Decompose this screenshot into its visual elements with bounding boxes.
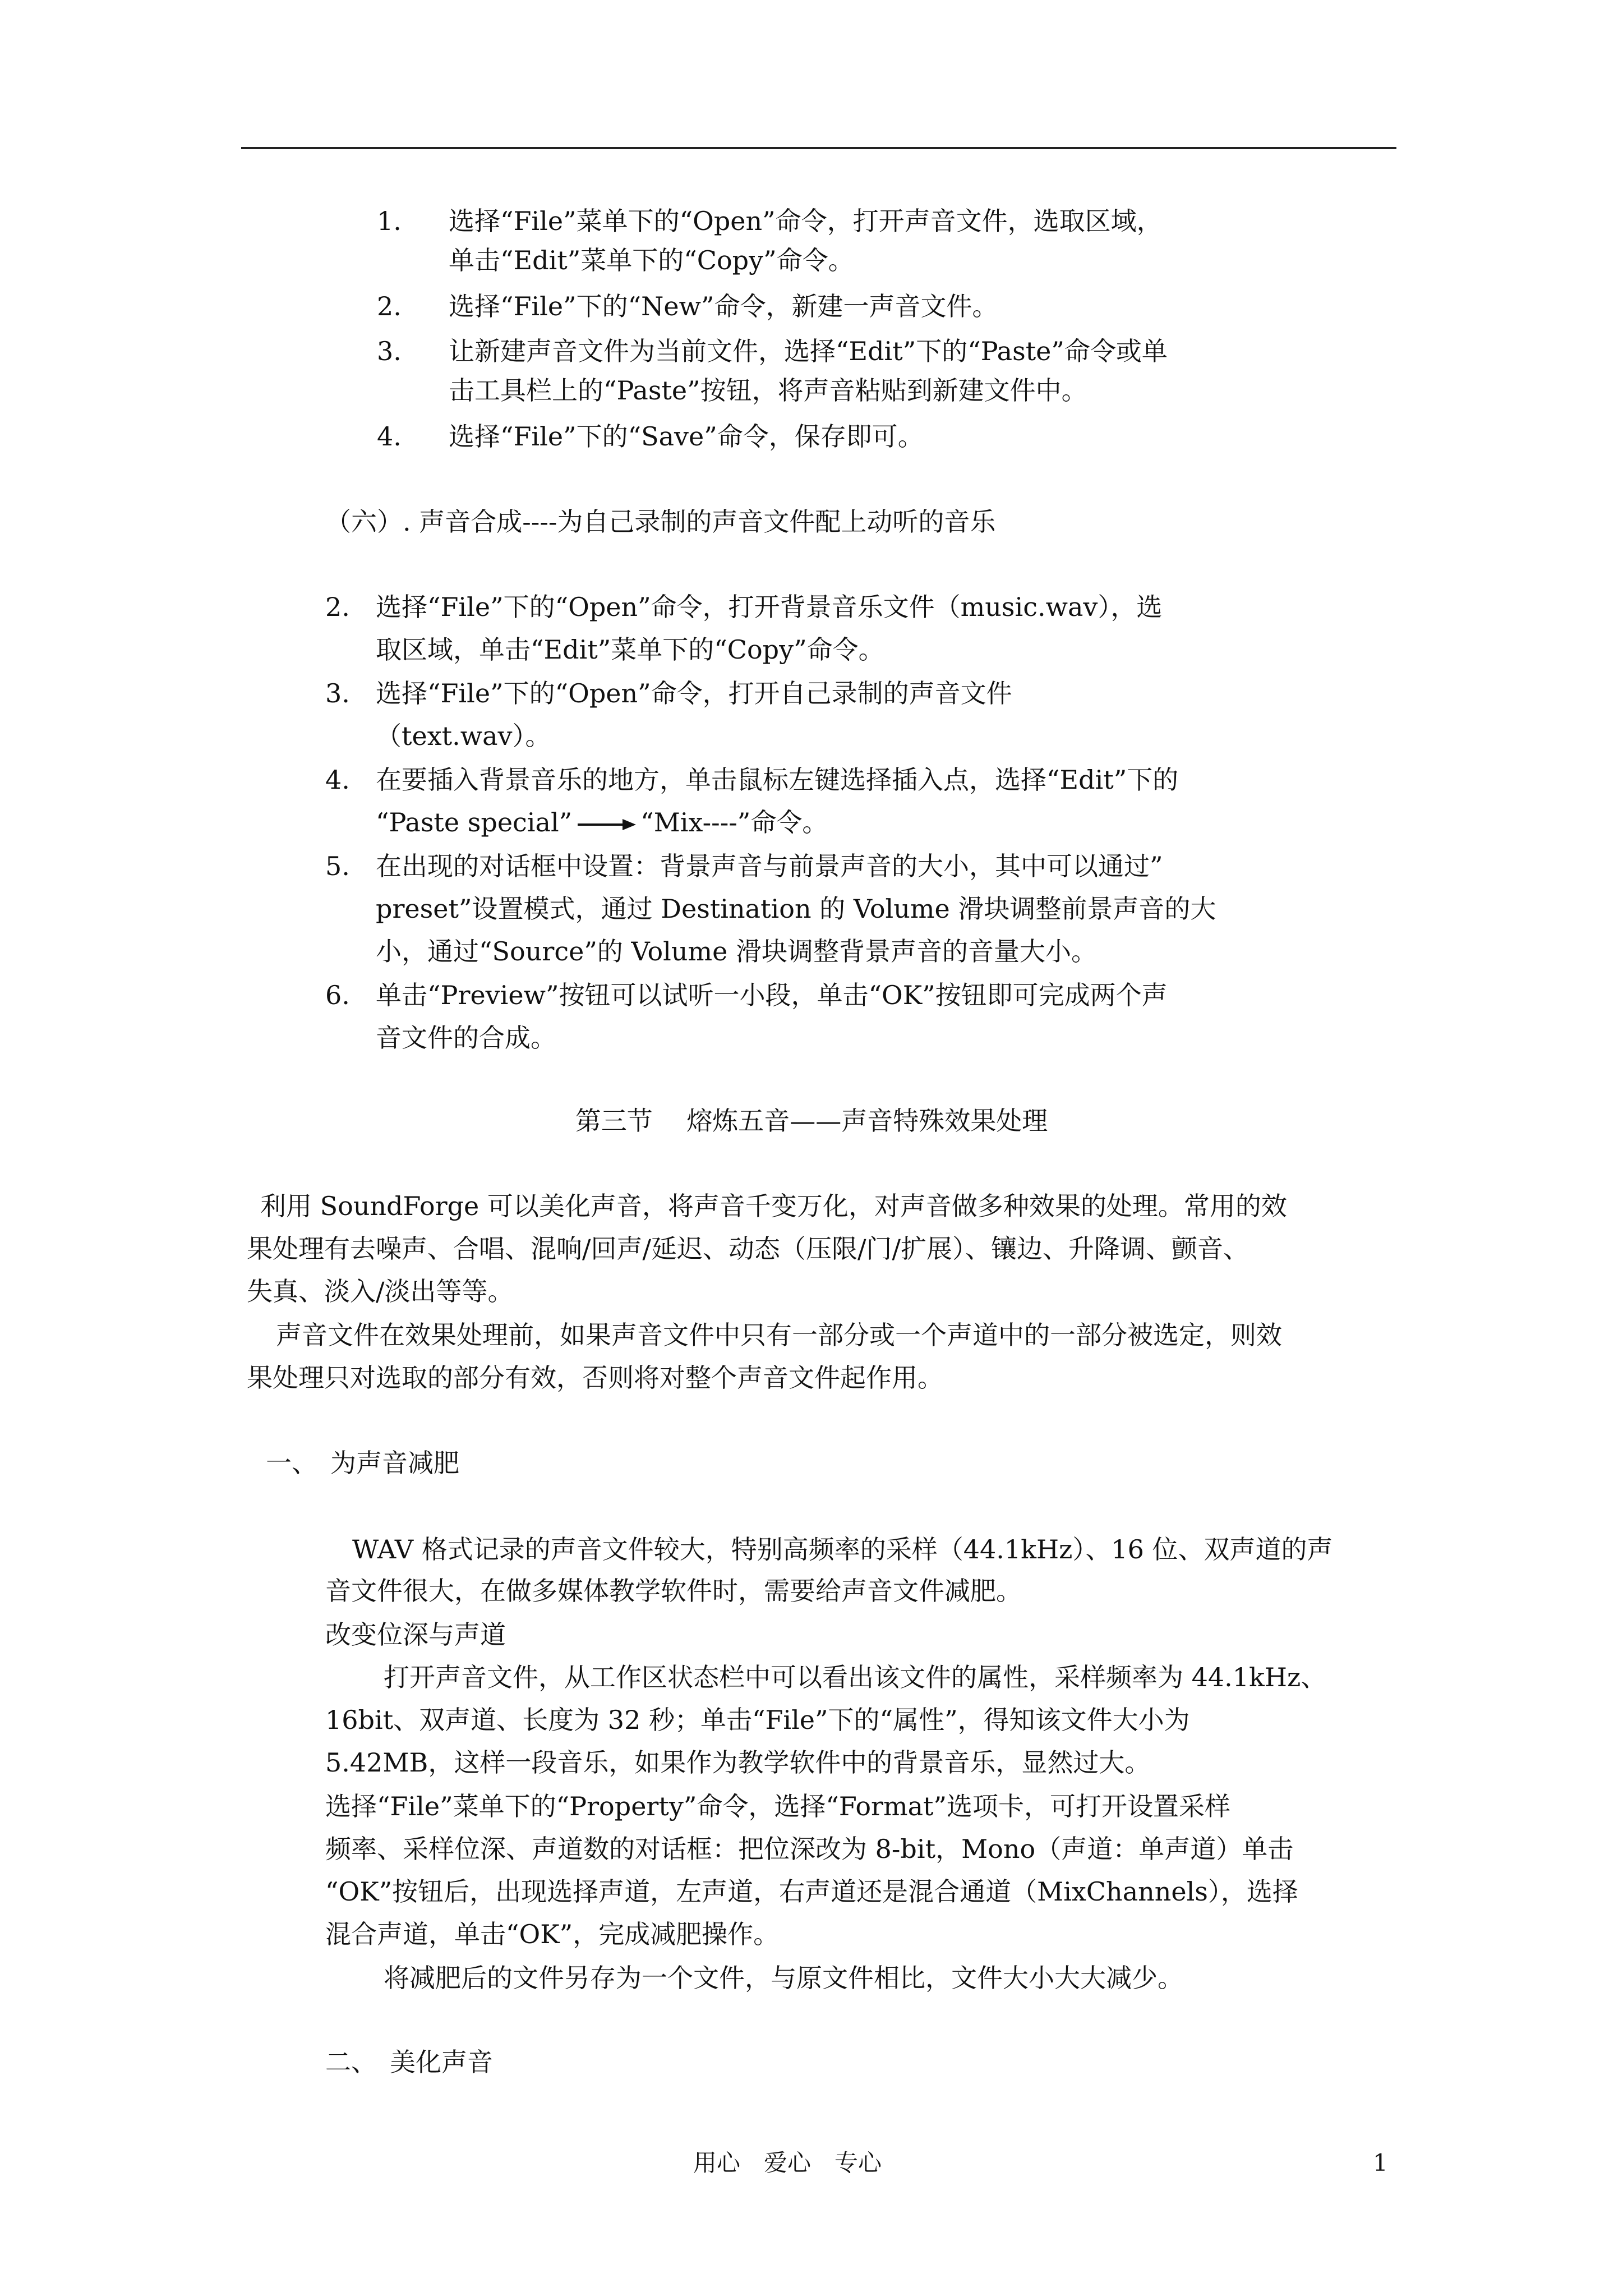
list-a-num-1: 1.: [377, 206, 402, 236]
list-a-num-2: 2.: [377, 291, 402, 321]
list-b-item-2-line-1: 选择“File”下的“Open”命令，打开背景音乐文件（music.wav），选: [376, 592, 1163, 622]
list-a-item-1-line-1: 选择“File”菜单下的“Open”命令，打开声音文件，选取区域，: [449, 206, 1163, 236]
section-6-heading: （六）. 声音合成----为自己录制的声音文件配上动听的音乐: [325, 507, 996, 537]
header-rule: [241, 147, 1396, 149]
list-a-item-2-line-1: 选择“File”下的“New”命令，新建一声音文件。: [449, 291, 998, 321]
list-b-num-5: 5.: [325, 851, 350, 881]
list-b-item-5-line-3: 小，通过“Source”的 Volume 滑块调整背景声音的音量大小。: [376, 936, 1097, 967]
body-2-line-1: 打开声音文件，从工作区状态栏中可以看出该文件的属性，采样频率为 44.1kHz、: [384, 1662, 1327, 1692]
body-3-line-2: 频率、采样位深、声道数的对话框：把位深改为 8-bit，Mono（声道：单声道）单击: [325, 1834, 1294, 1864]
list-b-num-4: 4.: [325, 765, 350, 795]
body-3-line-3: “OK”按钮后，出现选择声道，左声道，右声道还是混合通道（MixChannels），选择: [325, 1876, 1298, 1907]
list-a-item-3-line-1: 让新建声音文件为当前文件，选择“Edit”下的“Paste”命令或单: [449, 336, 1168, 366]
list-a-item-4-line-1: 选择“File”下的“Save”命令，保存即可。: [449, 421, 924, 452]
subheading-bit-depth: 改变位深与声道: [325, 1619, 506, 1650]
list-b-item-3-line-2: （text.wav）。: [376, 721, 551, 751]
list-b-num-6: 6.: [325, 980, 350, 1010]
list-a-item-3-line-2: 击工具栏上的“Paste”按钮，将声音粘贴到新建文件中。: [449, 375, 1087, 406]
list-b-num-3: 3.: [325, 678, 350, 708]
list-b-item-6-line-2: 音文件的合成。: [376, 1023, 556, 1053]
body-3-line-4: 混合声道，单击“OK”，完成减肥操作。: [325, 1919, 780, 1949]
intro-p1-line-1: 利用 SoundForge 可以美化声音，将声音千变万化，对声音做多种效果的处理。常用的效: [260, 1191, 1287, 1221]
body-2-line-3: 5.42MB，这样一段音乐，如果作为教学软件中的背景音乐，显然过大。: [325, 1747, 1151, 1778]
intro-p2-line-2: 果处理只对选取的部分有效，否则将对整个声音文件起作用。: [247, 1363, 943, 1393]
list-b-num-2: 2.: [325, 592, 350, 622]
body-4: 将减肥后的文件另存为一个文件，与原文件相比，文件大小大大减少。: [384, 1963, 1183, 1993]
heading-2: 二、 美化声音: [325, 2047, 493, 2077]
section-title: 第三节 熔炼五音——声音特殊效果处理: [575, 1106, 1048, 1136]
right-arrow-icon: [575, 818, 637, 831]
body-2-line-2: 16bit、双声道、长度为 32 秒；单击“File”下的“属性”，得知该文件大小为: [325, 1705, 1190, 1735]
intro-p1-line-3: 失真、淡入/淡出等等。: [247, 1276, 514, 1306]
list-b-item-5-line-2: preset”设置模式，通过 Destination 的 Volume 滑块调整前景声音的大: [376, 894, 1216, 924]
intro-p1-line-2: 果处理有去噪声、合唱、混响/回声/延迟、动态（压限/门/扩展）、镶边、升降调、颤音、: [247, 1234, 1249, 1264]
list-b-item-3-line-1: 选择“File”下的“Open”命令，打开自己录制的声音文件: [376, 678, 1012, 708]
body-3-line-1: 选择“File”菜单下的“Property”命令，选择“Format”选项卡，可打开设置采样: [325, 1791, 1231, 1821]
footer-motto: 用心 爱心 专心: [693, 2149, 882, 2177]
list-b-item-6-line-1: 单击“Preview”按钮可以试听一小段，单击“OK”按钮即可完成两个声: [376, 980, 1168, 1010]
body-1-line-1: WAV 格式记录的声音文件较大，特别高频率的采样（44.1kHz）、16 位、双声道的声: [352, 1534, 1333, 1565]
list-b-item-4-line-1: 在要插入背景音乐的地方，单击鼠标左键选择插入点，选择“Edit”下的: [376, 765, 1179, 795]
list-a-item-1-line-2: 单击“Edit”菜单下的“Copy”命令。: [449, 245, 854, 275]
body-1-line-2: 音文件很大，在做多媒体教学软件时，需要给声音文件减肥。: [325, 1576, 1022, 1606]
intro-p2-line-1: 声音文件在效果处理前，如果声音文件中只有一部分或一个声道中的一部分被选定，则效: [276, 1320, 1282, 1350]
heading-1: 一、 为声音减肥: [266, 1448, 459, 1478]
list-b-item-5-line-1: 在出现的对话框中设置：背景声音与前景声音的大小，其中可以通过”: [376, 851, 1163, 881]
mix-command-text: “Mix----”命令。: [640, 807, 828, 838]
list-a-num-3: 3.: [377, 336, 402, 366]
list-b-item-2-line-2: 取区域，单击“Edit”菜单下的“Copy”命令。: [376, 634, 884, 665]
paste-special-text: “Paste special”: [376, 807, 573, 838]
page-number: 1: [1373, 2149, 1388, 2177]
list-b-item-4-line-2: [376, 806, 828, 839]
list-a-num-4: 4.: [377, 421, 402, 452]
